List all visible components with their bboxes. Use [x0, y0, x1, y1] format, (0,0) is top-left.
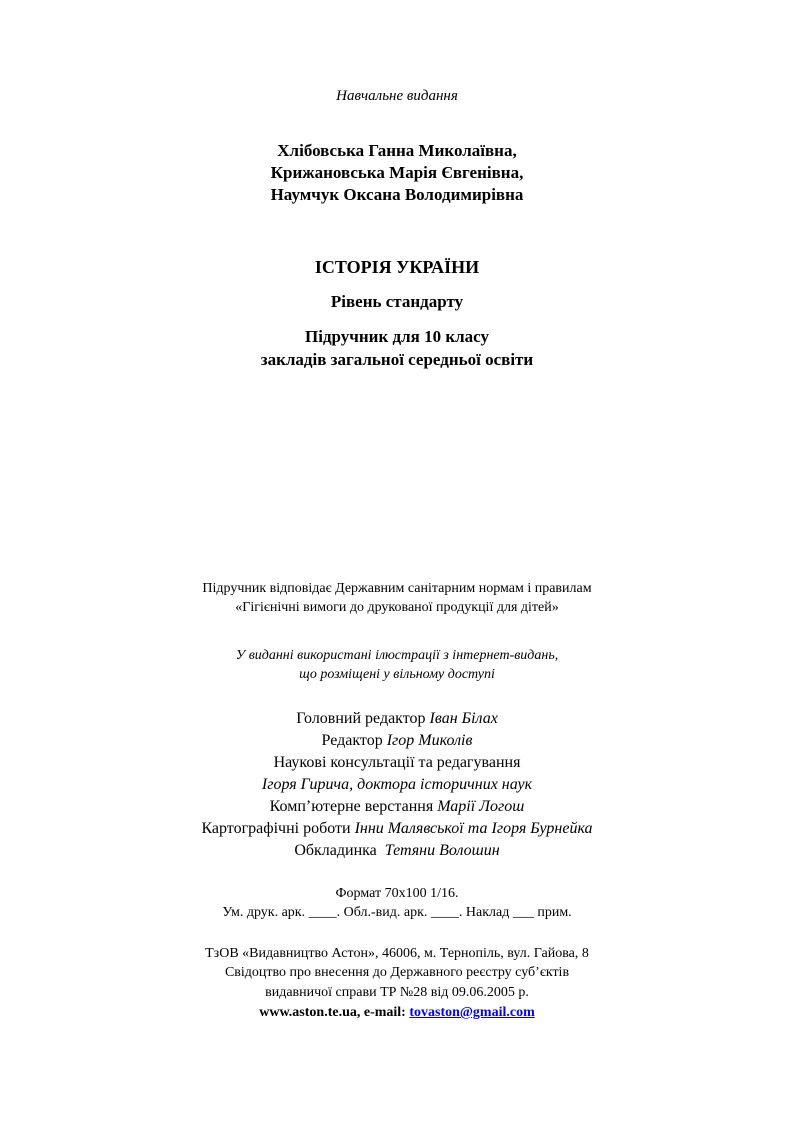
carto-label: Картографічні роботи	[201, 820, 355, 837]
carto-name: Інни Малявської та Ігоря Бурнейка	[354, 820, 593, 837]
credit-editor	[0, 732, 794, 750]
format-line1: Формат 70х100 1/16.	[335, 886, 459, 901]
illustrations-note-line1: У виданні використані ілюстрації з інтернет-видань,	[235, 648, 559, 663]
compliance-line2: «Гігієнічні вимоги до друкованої продукції для дітей»	[235, 600, 559, 615]
site-email-label: www.aston.te.ua, e-mail:	[259, 1005, 410, 1020]
format-line2: Ум. друк. арк. ____. Обл.-вид. арк. ____. Наклад ___ прим.	[222, 905, 572, 920]
credit-layout	[0, 798, 794, 816]
layout-name: Марії Логош	[437, 798, 525, 815]
publisher-line1: ТзОВ «Видавництво Астон», 46006, м. Тернопіль, вул. Гайова, 8	[205, 946, 589, 961]
publisher-line2: Свідоцтво про внесення до Державного реєстру суб’єктів	[224, 965, 570, 980]
credit-consult-label: Наукові консультації та редагування	[273, 754, 521, 771]
illustrations-note-line2: що розміщені у вільному доступі	[299, 667, 495, 682]
author-2: Крижановська Марія Євгенівна,	[270, 163, 524, 182]
cover-name: Тетяни Волошин	[384, 842, 500, 859]
cover-label: Обкладинка	[294, 842, 385, 859]
publisher-line3: видавничої справи ТР №28 від 09.06.2005 р.	[265, 985, 529, 1000]
credit-consult-name: Ігоря Гирича, доктора історичних наук	[261, 776, 533, 793]
edition-type: Навчальне видання	[336, 88, 458, 104]
compliance-line1: Підручник відповідає Державним санітарним нормам і правилам	[202, 581, 592, 596]
chief-editor-label: Головний редактор	[296, 710, 430, 727]
book-title: ІСТОРІЯ УКРАЇНИ	[314, 257, 480, 277]
publisher-contacts	[0, 1005, 794, 1021]
book-subtitle-line2: закладів загальної середньої освіти	[260, 350, 534, 369]
credit-cover	[0, 842, 794, 860]
chief-editor-name: Іван Білах	[429, 710, 498, 727]
editor-name: Ігор Миколів	[386, 732, 473, 749]
editor-label: Редактор	[321, 732, 387, 749]
layout-label: Комп’ютерне верстання	[269, 798, 438, 815]
book-level: Рівень стандарту	[330, 292, 464, 311]
credit-chief-editor	[0, 710, 794, 728]
credit-cartography	[0, 820, 794, 838]
author-3: Наумчук Оксана Володимирівна	[270, 185, 524, 204]
book-subtitle-line1: Підручник для 10 класу	[305, 327, 489, 346]
email-link[interactable]: tovaston@gmail.com	[409, 1005, 535, 1020]
author-1: Хлібовська Ганна Миколаївна,	[277, 141, 517, 160]
